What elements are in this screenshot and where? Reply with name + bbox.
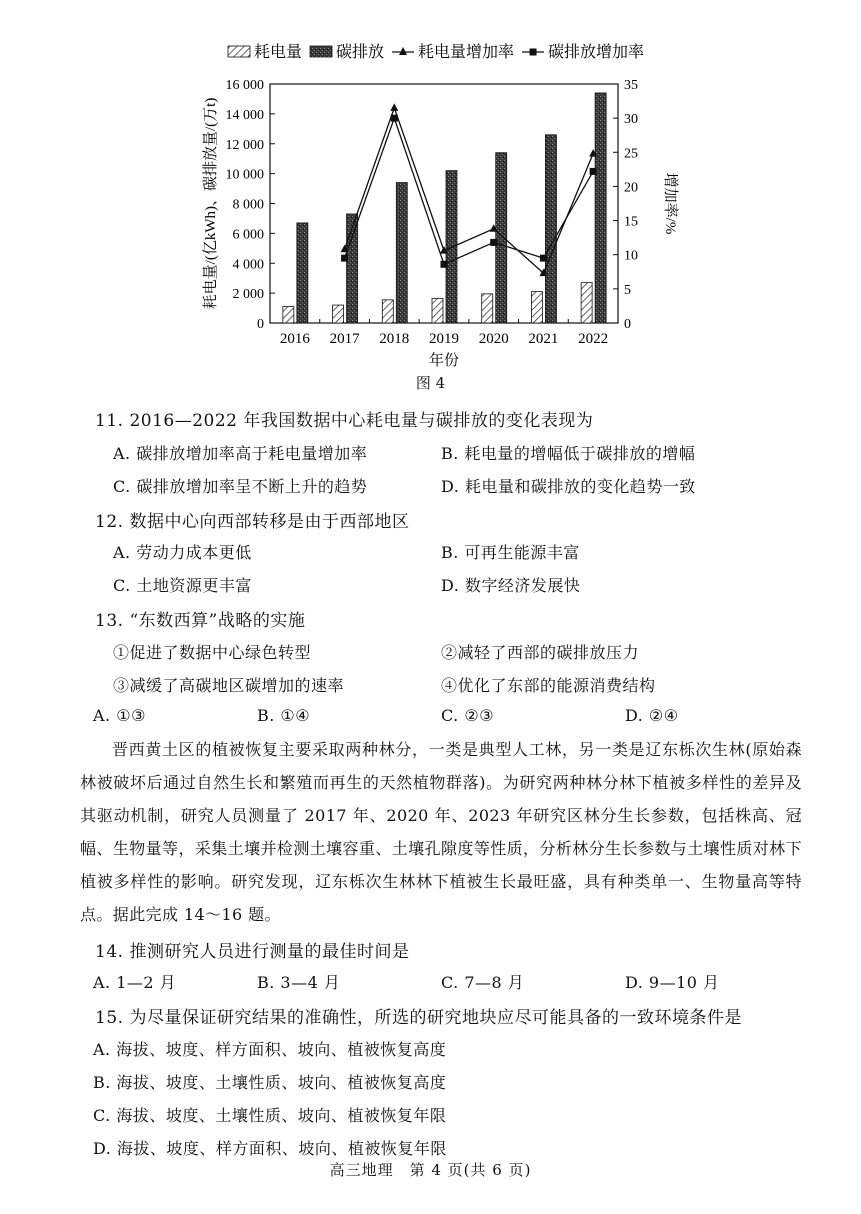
y-left-tick-label: 16 000	[225, 78, 264, 93]
q13-statement-3: ③减缓了高碳地区碳增加的速率	[113, 676, 345, 695]
y-right-tick-label: 5	[624, 282, 631, 298]
q11-option-a: A. 碳排放增加率高于耗电量增加率	[113, 444, 368, 463]
y-right-tick-label: 30	[624, 112, 638, 128]
y-left-tick-label: 6 000	[232, 227, 264, 243]
q13-option-a: A. ①③	[93, 706, 146, 725]
y-right-tick-label: 20	[624, 180, 638, 196]
figure-caption: 图 4	[415, 374, 446, 392]
x-tick-label: 2016	[279, 331, 310, 347]
x-tick-label: 2017	[329, 331, 360, 347]
bar-carbon-2017	[347, 214, 358, 323]
q11-option-b: B. 耗电量的增幅低于碳排放的增幅	[441, 444, 696, 463]
bar-power-2018	[382, 300, 393, 323]
bar-power-2020	[482, 294, 493, 323]
legend-swatch	[228, 46, 250, 57]
chart-legend	[228, 43, 644, 61]
x-tick-label: 2020	[478, 331, 509, 347]
q14-option-b: B. 3—4 月	[257, 973, 341, 992]
marker-carbon-growth	[590, 168, 597, 175]
legend-label: 耗电量增加率	[418, 44, 515, 61]
marker-carbon-growth	[540, 255, 547, 262]
q15-option-c: C. 海拔、坡度、土壤性质、坡向、植被恢复年限	[93, 1106, 447, 1125]
question-13-stem: 13. “东数西算”战略的实施	[95, 611, 306, 631]
q13-option-b: B. ①④	[257, 706, 311, 725]
legend-label: 碳排放	[336, 44, 385, 61]
q11-option-d: D. 耗电量和碳排放的变化趋势一致	[441, 477, 696, 496]
q13-statement-4: ④优化了东部的能源消费结构	[441, 676, 656, 695]
chart-axes	[201, 78, 679, 369]
question-12-stem: 12. 数据中心向西部转移是由于西部地区	[95, 512, 410, 532]
x-tick-label: 2018	[379, 331, 410, 347]
y-right-tick-label: 0	[624, 317, 631, 332]
q14-option-c: C. 7—8 月	[441, 973, 525, 992]
bar-power-2016	[283, 307, 294, 323]
legend-marker-triangle	[399, 47, 407, 55]
q11-option-c: C. 碳排放增加率呈不断上升的趋势	[113, 477, 368, 496]
y-left-tick-label: 8 000	[232, 197, 264, 213]
bar-power-2021	[531, 292, 542, 323]
figure-4-chart	[0, 0, 861, 372]
x-tick-label: 2022	[578, 331, 609, 347]
plot-frame	[270, 84, 618, 323]
y-right-tick-label: 35	[624, 78, 638, 93]
legend-label: 耗电量	[254, 44, 303, 61]
bar-power-2017	[333, 305, 344, 323]
bar-power-2022	[581, 283, 592, 323]
y-left-tick-label: 12 000	[225, 137, 264, 153]
marker-carbon-growth	[391, 115, 398, 122]
legend-label: 碳排放增加率	[548, 44, 645, 61]
y-right-tick-label: 25	[624, 146, 638, 162]
q12-option-a: A. 劳动力成本更低	[113, 543, 252, 562]
question-15-stem: 15. 为尽量保证研究结果的准确性，所选的研究地块应尽可能具备的一致环境条件是	[95, 1008, 742, 1028]
marker-carbon-growth	[341, 255, 348, 262]
chart-bars	[283, 93, 606, 323]
bar-carbon-2016	[297, 223, 308, 323]
y-left-tick-label: 14 000	[225, 107, 264, 123]
marker-carbon-growth	[490, 239, 497, 246]
q13-statement-1: ①促进了数据中心绿色转型	[113, 643, 312, 662]
y-right-tick-label: 15	[624, 214, 638, 230]
question-14-stem: 14. 推测研究人员进行测量的最佳时间是	[95, 942, 410, 962]
bar-carbon-2022	[595, 93, 606, 323]
bar-carbon-2018	[396, 183, 407, 323]
page-footer: 高三地理 第 4 页(共 6 页)	[329, 1161, 532, 1179]
q13-option-c: C. ②③	[441, 706, 495, 725]
y-right-tick-label: 10	[624, 248, 638, 264]
x-tick-label: 2019	[429, 331, 459, 347]
y-left-tick-label: 0	[257, 317, 264, 332]
question-11-stem: 11. 2016—2022 年我国数据中心耗电量与碳排放的变化表现为	[95, 411, 594, 431]
y-left-tick-label: 4 000	[232, 257, 264, 273]
q13-option-d: D. ②④	[625, 706, 679, 725]
y-right-axis-title: 增加率/%	[662, 172, 678, 235]
q12-option-b: B. 可再生能源丰富	[441, 543, 580, 562]
legend-marker-square	[530, 49, 537, 56]
q14-option-a: A. 1—2 月	[93, 973, 177, 992]
marker-power-growth	[390, 103, 398, 111]
y-left-tick-label: 10 000	[225, 167, 264, 183]
q15-option-d: D. 海拔、坡度、样方面积、坡向、植被恢复年限	[93, 1139, 447, 1158]
y-left-axis-title: 耗电量/(亿kWh)、碳排放量/(万t)	[203, 97, 219, 310]
q14-option-d: D. 9—10 月	[625, 973, 720, 992]
legend-swatch	[310, 46, 332, 57]
q13-statement-2: ②减轻了西部的碳排放压力	[441, 643, 640, 662]
q15-option-b: B. 海拔、坡度、土壤性质、坡向、植被恢复高度	[93, 1073, 447, 1092]
x-axis-title: 年份	[428, 353, 460, 369]
reading-passage: 晋西黄土区的植被恢复主要采取两种林分，一类是典型人工林，另一类是辽东栎次生林(原始森林被破坏后通过自然生长和繁殖而再生的天然植物群落)。为研究两种林分林下植被多样性的差异及其驱动机制，研究人员测量了 2017 年、2020 年、2023 年研究区林分生长参数，包括株高、冠幅、生物量等，采集土壤并检测土壤容重、土壤孔隙度等性质，分析林分生长参数与土壤性质对林下植被多样性的影响。研究发现，辽东栎次生林林下植被生长最旺盛，具有种类单一、生物量高等特点。据此完成 14～16 题。	[80, 740, 802, 924]
bar-carbon-2020	[496, 153, 507, 323]
chart-lines	[341, 103, 598, 276]
q12-option-d: D. 数字经济发展快	[441, 576, 581, 595]
marker-carbon-growth	[441, 261, 448, 268]
x-tick-label: 2021	[528, 331, 559, 347]
bar-power-2019	[432, 298, 443, 323]
q15-option-a: A. 海拔、坡度、样方面积、坡向、植被恢复高度	[93, 1040, 447, 1059]
q12-option-c: C. 土地资源更丰富	[113, 576, 252, 595]
bar-carbon-2021	[545, 135, 556, 323]
y-left-tick-label: 2 000	[232, 287, 264, 303]
